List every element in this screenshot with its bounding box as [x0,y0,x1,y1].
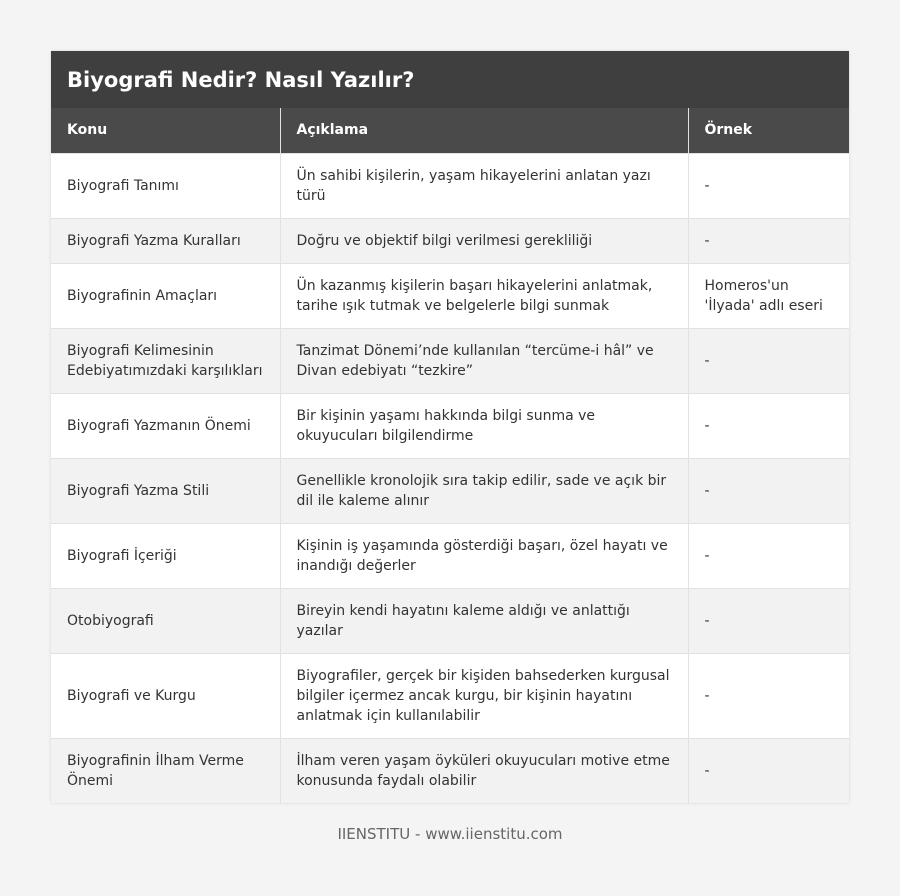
header-row [51,108,849,153]
cell-aciklama: Doğru ve objektif bilgi verilmesi gerekliliği [280,218,688,263]
cell-ornek: - [688,738,849,803]
table-row [51,153,849,218]
cell-konu: Biyografi Yazmanın Önemi [51,393,280,458]
cell-konu: Biyografi ve Kurgu [51,653,280,738]
table-row [51,588,849,653]
cell-konu: Biyografinin İlham Verme Önemi [51,738,280,803]
cell-ornek: - [688,328,849,393]
cell-aciklama: İlham veren yaşam öyküleri okuyucuları motive etme konusunda faydalı olabilir [280,738,688,803]
column-header-ornek: Örnek [688,108,849,153]
cell-aciklama: Ün sahibi kişilerin, yaşam hikayelerini anlatan yazı türü [280,153,688,218]
cell-konu: Otobiyografi [51,588,280,653]
cell-ornek: - [688,523,849,588]
cell-aciklama: Biyografiler, gerçek bir kişiden bahsederken kurgusal bilgiler içermez ancak kurgu, bir kişinin hayatını anlatmak için kullanılabilir [280,653,688,738]
cell-ornek: - [688,393,849,458]
cell-ornek: Homeros'un 'İlyada' adlı eseri [688,263,849,328]
table-row [51,653,849,738]
footer-credit: IIENSTITU - www.iienstitu.com [337,825,563,843]
cell-ornek: - [688,653,849,738]
table-row [51,328,849,393]
table-row [51,263,849,328]
biography-table [51,108,849,803]
cell-ornek: - [688,588,849,653]
cell-konu: Biyografi Yazma Kuralları [51,218,280,263]
cell-konu: Biyografi İçeriği [51,523,280,588]
table-row [51,218,849,263]
cell-aciklama: Ün kazanmış kişilerin başarı hikayelerini anlatmak, tarihe ışık tutmak ve belgelerle bilgi sunmak [280,263,688,328]
cell-ornek: - [688,458,849,523]
table-row [51,393,849,458]
cell-ornek: - [688,218,849,263]
cell-ornek: - [688,153,849,218]
cell-aciklama: Bireyin kendi hayatını kaleme aldığı ve anlattığı yazılar [280,588,688,653]
table-title: Biyografi Nedir? Nasıl Yazılır? [51,51,849,108]
cell-aciklama: Bir kişinin yaşamı hakkında bilgi sunma ve okuyucuları bilgilendirme [280,393,688,458]
cell-konu: Biyografi Tanımı [51,153,280,218]
cell-aciklama: Genellikle kronolojik sıra takip edilir, sade ve açık bir dil ile kaleme alınır [280,458,688,523]
table-row [51,458,849,523]
table-row [51,738,849,803]
cell-aciklama: Kişinin iş yaşamında gösterdiği başarı, özel hayatı ve inandığı değerler [280,523,688,588]
cell-konu: Biyografi Kelimesinin Edebiyatımızdaki karşılıkları [51,328,280,393]
table-row [51,523,849,588]
table-card [51,51,849,803]
column-header-konu: Konu [51,108,280,153]
cell-aciklama: Tanzimat Dönemi’nde kullanılan “tercüme-i hâl” ve Divan edebiyatı “tezkire” [280,328,688,393]
column-header-aciklama: Açıklama [280,108,688,153]
cell-konu: Biyografinin Amaçları [51,263,280,328]
cell-konu: Biyografi Yazma Stili [51,458,280,523]
